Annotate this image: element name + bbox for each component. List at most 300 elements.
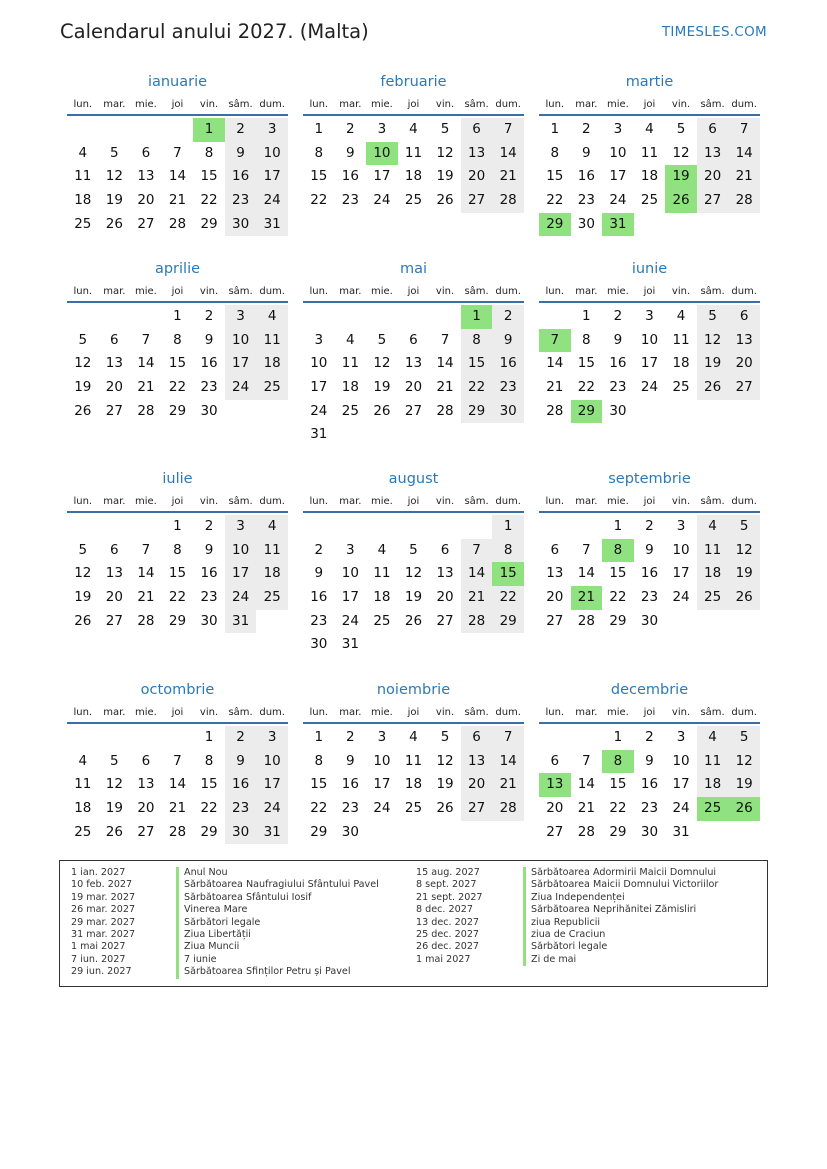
day-cell: 23 (310, 612, 328, 629)
week-row (67, 305, 288, 329)
empty-cell (571, 515, 603, 539)
week-row (539, 750, 760, 774)
day-cell: 4 (78, 752, 88, 769)
day-cell: 31 (256, 213, 288, 237)
week-row (539, 562, 760, 586)
day-cell: 12 (697, 329, 729, 353)
legend-holiday-name: Zi de mai (523, 954, 718, 966)
empty-cell (130, 305, 162, 329)
week-row (303, 329, 524, 353)
empty-cell (429, 821, 461, 845)
holiday-day-cell: 29 (571, 400, 603, 424)
day-cell: 13 (105, 355, 123, 372)
day-cell: 5 (440, 121, 450, 137)
week-row (303, 376, 524, 400)
legend-date: 10 feb. 2027 (71, 879, 133, 891)
day-cell: 11 (404, 752, 423, 769)
day-cell: 5 (728, 726, 760, 750)
weekday-label: vin. (199, 495, 219, 507)
day-cell: 31 (310, 426, 328, 443)
day-cell: 23 (640, 589, 659, 606)
day-cell: 7 (461, 539, 493, 563)
day-cell: 30 (640, 612, 659, 629)
weekday-label: dum. (259, 285, 285, 297)
day-cell: 6 (409, 331, 418, 348)
day-cell: 24 (225, 586, 257, 610)
week-row (67, 189, 288, 213)
day-cell: 9 (645, 752, 654, 769)
weekday-label: joi (407, 285, 420, 297)
month-name: august (388, 471, 439, 487)
day-cell: 25 (404, 192, 423, 209)
day-cell: 7 (582, 541, 591, 558)
week-row (539, 726, 760, 750)
day-cell: 1 (204, 729, 214, 745)
legend-date: 8 sept. 2027 (416, 879, 477, 891)
day-cell: 14 (492, 750, 524, 774)
day-cell: 3 (256, 726, 288, 750)
day-cell: 25 (74, 215, 92, 232)
empty-cell (398, 821, 430, 845)
day-cell: 3 (346, 541, 355, 558)
week-row (67, 376, 288, 400)
day-cell: 22 (168, 379, 187, 396)
weekday-label: mar. (339, 98, 362, 110)
day-cell: 2 (645, 518, 654, 534)
day-cell: 22 (200, 800, 218, 817)
day-cell: 10 (225, 329, 257, 353)
empty-cell (303, 515, 335, 539)
weekday-label: lun. (309, 495, 329, 507)
day-cell: 14 (546, 355, 564, 372)
empty-cell (492, 633, 524, 657)
day-cell: 15 (310, 776, 328, 793)
day-cell: 30 (640, 823, 659, 840)
day-cell: 10 (672, 541, 690, 558)
week-row (303, 750, 524, 774)
day-cell: 9 (225, 750, 257, 774)
day-cell: 3 (377, 729, 387, 745)
weekday-label: lun. (73, 285, 93, 297)
day-cell: 16 (492, 352, 524, 376)
legend-holiday-name: 7 iunie (176, 954, 379, 966)
day-cell: 23 (341, 800, 359, 817)
weekday-header (67, 281, 288, 303)
day-cell: 7 (492, 726, 524, 750)
weekday-label: joi (407, 495, 420, 507)
month-noiembrie (303, 680, 524, 844)
day-cell: 15 (546, 168, 564, 185)
weekday-label: joi (407, 706, 420, 718)
legend-holiday-name: Sărbătoarea Naufragiului Sfântului Pavel (176, 879, 379, 891)
empty-cell (571, 726, 603, 750)
weekday-label: mar. (339, 495, 362, 507)
month-decembrie (539, 680, 760, 844)
weekday-label: lun. (545, 706, 565, 718)
day-cell: 26 (436, 800, 454, 817)
week-row (67, 329, 288, 353)
empty-cell (398, 515, 430, 539)
weekday-header (303, 491, 524, 513)
empty-cell (303, 305, 335, 329)
day-cell: 18 (640, 168, 659, 185)
day-cell: 7 (582, 752, 591, 769)
day-cell: 5 (110, 144, 119, 161)
day-cell: 12 (728, 539, 760, 563)
day-cell: 17 (256, 773, 288, 797)
day-cell: 19 (697, 352, 729, 376)
day-cell: 26 (728, 586, 760, 610)
empty-cell (99, 305, 131, 329)
week-row (303, 165, 524, 189)
day-cell: 5 (110, 752, 119, 769)
weekday-label: joi (171, 98, 184, 110)
empty-cell (130, 118, 162, 142)
day-cell: 21 (492, 165, 524, 189)
day-cell: 6 (110, 331, 119, 348)
empty-cell (429, 633, 461, 657)
holiday-day-cell: 29 (539, 213, 571, 237)
week-row (303, 118, 524, 142)
legend-holiday-name: Ziua Independenței (523, 892, 718, 904)
day-cell: 21 (492, 773, 524, 797)
week-row (67, 539, 288, 563)
day-cell: 19 (74, 379, 92, 396)
day-cell: 28 (492, 797, 524, 821)
day-cell: 11 (672, 331, 690, 348)
empty-cell (728, 821, 760, 845)
month-ianuarie (67, 72, 288, 236)
day-cell: 30 (200, 612, 218, 629)
weekday-label: dum. (731, 706, 757, 718)
day-cell: 30 (225, 213, 257, 237)
page-title: Calendarul anului 2027. (Malta) (60, 20, 369, 43)
day-cell: 16 (341, 776, 359, 793)
day-cell: 14 (728, 142, 760, 166)
weekday-label: mar. (103, 285, 126, 297)
empty-cell (99, 726, 131, 750)
day-cell: 6 (110, 541, 119, 558)
weekday-label: joi (643, 285, 656, 297)
empty-cell (665, 610, 697, 634)
week-row (303, 400, 524, 424)
day-cell: 2 (346, 729, 355, 745)
day-cell: 14 (492, 142, 524, 166)
legend-date: 1 mai 2027 (416, 953, 471, 965)
day-cell: 20 (105, 589, 123, 606)
day-cell: 7 (440, 331, 450, 348)
day-cell: 20 (546, 800, 564, 817)
day-cell: 7 (173, 144, 182, 161)
day-cell: 27 (546, 612, 564, 629)
day-cell: 11 (697, 539, 729, 563)
day-cell: 6 (461, 118, 493, 142)
legend-date: 25 dec. 2027 (416, 928, 480, 940)
day-cell: 9 (645, 541, 654, 558)
month-name: iunie (631, 261, 668, 277)
legend-holiday-name: ziua Republicii (523, 917, 718, 929)
week-row (539, 797, 760, 821)
day-cell: 25 (404, 800, 423, 817)
day-cell: 15 (168, 355, 187, 372)
day-cell: 19 (728, 773, 760, 797)
day-cell: 8 (204, 144, 214, 161)
day-cell: 7 (728, 118, 760, 142)
day-cell: 30 (200, 402, 218, 419)
legend-holiday-name: Vinerea Mare (176, 904, 379, 916)
day-cell: 6 (728, 305, 760, 329)
weekday-label: mie. (606, 495, 629, 507)
weekday-label: lun. (545, 98, 565, 110)
holiday-day-cell: 8 (602, 539, 634, 563)
weekday-label: joi (407, 98, 420, 110)
day-cell: 18 (256, 352, 288, 376)
day-cell: 8 (314, 144, 324, 161)
day-cell: 17 (256, 165, 288, 189)
day-cell: 14 (577, 776, 595, 793)
legend-holiday-name: Ziua Muncii (176, 941, 379, 953)
empty-cell (335, 305, 367, 329)
weekday-header (539, 702, 760, 724)
day-cell: 1 (314, 729, 324, 745)
day-cell: 6 (141, 752, 151, 769)
day-cell: 4 (645, 121, 654, 137)
week-row (539, 352, 760, 376)
empty-cell (130, 726, 162, 750)
day-cell: 13 (697, 142, 729, 166)
day-cell: 11 (697, 750, 729, 774)
empty-cell (728, 610, 760, 634)
week-row (303, 515, 524, 539)
week-row (303, 773, 524, 797)
weekday-label: lun. (73, 706, 93, 718)
week-row (303, 562, 524, 586)
day-cell: 16 (310, 589, 328, 606)
day-cell: 27 (697, 189, 729, 213)
weekday-label: vin. (435, 706, 455, 718)
week-row (67, 821, 288, 845)
day-cell: 8 (173, 541, 182, 558)
holiday-day-cell: 15 (492, 562, 524, 586)
day-cell: 22 (200, 192, 218, 209)
day-cell: 9 (346, 752, 355, 769)
day-cell: 24 (341, 612, 359, 629)
weekday-label: dum. (731, 285, 757, 297)
day-cell: 16 (609, 355, 627, 372)
legend-holiday-name: Sărbătoarea Adormirii Maicii Domnului (523, 867, 718, 879)
month-martie (539, 72, 760, 236)
weekday-label: sâm. (228, 285, 253, 297)
weekday-label: mie. (606, 98, 629, 110)
weekday-label: mar. (103, 495, 126, 507)
empty-cell (366, 423, 398, 447)
day-cell: 4 (697, 726, 729, 750)
day-cell: 21 (137, 589, 155, 606)
week-row (539, 773, 760, 797)
month-name: noiembrie (376, 682, 451, 698)
empty-cell (67, 305, 99, 329)
weekday-label: mie. (606, 706, 629, 718)
day-cell: 9 (204, 331, 214, 348)
day-cell: 14 (577, 565, 595, 582)
day-cell: 14 (168, 776, 187, 793)
day-cell: 17 (225, 352, 257, 376)
weekday-label: mie. (134, 495, 157, 507)
day-cell: 27 (404, 402, 423, 419)
weekday-label: dum. (259, 98, 285, 110)
day-cell: 26 (436, 192, 454, 209)
week-row (67, 165, 288, 189)
weekday-label: vin. (199, 285, 219, 297)
day-cell: 21 (168, 192, 187, 209)
day-cell: 12 (105, 168, 123, 185)
day-cell: 25 (341, 402, 359, 419)
month-name: februarie (380, 74, 447, 90)
day-cell: 12 (404, 565, 423, 582)
month-aprilie (67, 259, 288, 423)
day-cell: 22 (609, 800, 627, 817)
holiday-day-cell: 21 (571, 586, 603, 610)
legend-left-names (176, 867, 379, 979)
day-cell: 16 (640, 565, 659, 582)
empty-cell (697, 400, 729, 424)
day-cell: 4 (256, 515, 288, 539)
day-cell: 25 (373, 612, 391, 629)
day-cell: 7 (141, 331, 151, 348)
day-cell: 13 (105, 565, 123, 582)
day-cell: 23 (225, 189, 257, 213)
day-cell: 16 (200, 355, 218, 372)
day-cell: 10 (640, 331, 659, 348)
day-cell: 28 (168, 823, 187, 840)
weekday-label: dum. (495, 98, 521, 110)
day-cell: 5 (676, 121, 686, 137)
day-cell: 22 (461, 376, 493, 400)
holiday-day-cell: 1 (461, 305, 493, 329)
day-cell: 29 (609, 823, 627, 840)
day-cell: 3 (676, 518, 686, 534)
weekday-label: sâm. (228, 706, 253, 718)
day-cell: 2 (645, 729, 654, 745)
day-cell: 24 (225, 376, 257, 400)
day-cell: 12 (74, 565, 92, 582)
day-cell: 9 (225, 142, 257, 166)
weekday-label: vin. (671, 98, 691, 110)
weekday-label: mie. (370, 285, 393, 297)
empty-cell (429, 305, 461, 329)
day-cell: 20 (697, 165, 729, 189)
weekday-header (67, 702, 288, 724)
day-cell: 1 (173, 518, 182, 534)
empty-cell (697, 821, 729, 845)
day-cell: 6 (141, 144, 151, 161)
day-cell: 13 (546, 565, 564, 582)
weekday-label: sâm. (700, 285, 725, 297)
weekday-label: dum. (259, 495, 285, 507)
legend-date: 15 aug. 2027 (416, 867, 480, 878)
day-cell: 19 (436, 776, 454, 793)
day-cell: 3 (225, 515, 257, 539)
empty-cell (67, 515, 99, 539)
month-mai (303, 259, 524, 447)
day-cell: 24 (256, 797, 288, 821)
empty-cell (256, 610, 288, 634)
weekday-header (303, 702, 524, 724)
month-februarie (303, 72, 524, 213)
day-cell: 29 (168, 612, 187, 629)
month-name: octombrie (140, 682, 215, 698)
weekday-label: vin. (671, 706, 691, 718)
day-cell: 23 (225, 797, 257, 821)
weekday-label: joi (643, 98, 656, 110)
legend-date: 8 dec. 2027 (416, 904, 473, 916)
empty-cell (539, 305, 571, 329)
brand-link[interactable]: TIMESLES.COM (661, 24, 767, 40)
week-row (539, 610, 760, 634)
empty-cell (99, 118, 131, 142)
holiday-day-cell: 26 (665, 189, 697, 213)
weekday-label: dum. (495, 495, 521, 507)
weekday-label: mar. (339, 285, 362, 297)
month-name: martie (625, 74, 674, 90)
weekday-label: sâm. (700, 706, 725, 718)
week-row (539, 118, 760, 142)
empty-cell (697, 610, 729, 634)
empty-cell (728, 400, 760, 424)
day-cell: 11 (373, 565, 391, 582)
day-cell: 20 (137, 800, 155, 817)
weekday-label: lun. (309, 706, 329, 718)
month-octombrie (67, 680, 288, 844)
day-cell: 24 (672, 589, 690, 606)
day-cell: 22 (609, 589, 627, 606)
empty-cell (366, 305, 398, 329)
day-cell: 19 (436, 168, 454, 185)
weekday-header (303, 281, 524, 303)
empty-cell (335, 515, 367, 539)
empty-cell (665, 400, 697, 424)
day-cell: 4 (78, 144, 88, 161)
weekday-label: dum. (731, 98, 757, 110)
day-cell: 17 (609, 168, 627, 185)
weekday-label: lun. (73, 495, 93, 507)
week-row (303, 586, 524, 610)
weekday-label: dum. (259, 706, 285, 718)
day-cell: 1 (582, 308, 591, 324)
holiday-day-cell: 19 (665, 165, 697, 189)
day-cell: 10 (341, 565, 359, 582)
day-cell: 13 (461, 750, 493, 774)
day-cell: 12 (672, 144, 690, 161)
week-row (67, 118, 288, 142)
week-row (303, 610, 524, 634)
weekday-label: sâm. (700, 98, 725, 110)
day-cell: 19 (105, 192, 123, 209)
legend-holiday-name: Sărbătoarea Neprihănitei Zămisliri (523, 904, 718, 916)
day-cell: 16 (341, 168, 359, 185)
week-row (67, 610, 288, 634)
day-cell: 22 (310, 192, 328, 209)
day-cell: 3 (676, 729, 686, 745)
weekday-label: mar. (103, 98, 126, 110)
empty-cell (398, 423, 430, 447)
day-cell: 2 (204, 518, 214, 534)
day-cell: 26 (404, 612, 423, 629)
day-cell: 28 (461, 610, 493, 634)
day-cell: 7 (141, 541, 151, 558)
day-cell: 18 (404, 168, 423, 185)
day-cell: 10 (310, 355, 328, 372)
